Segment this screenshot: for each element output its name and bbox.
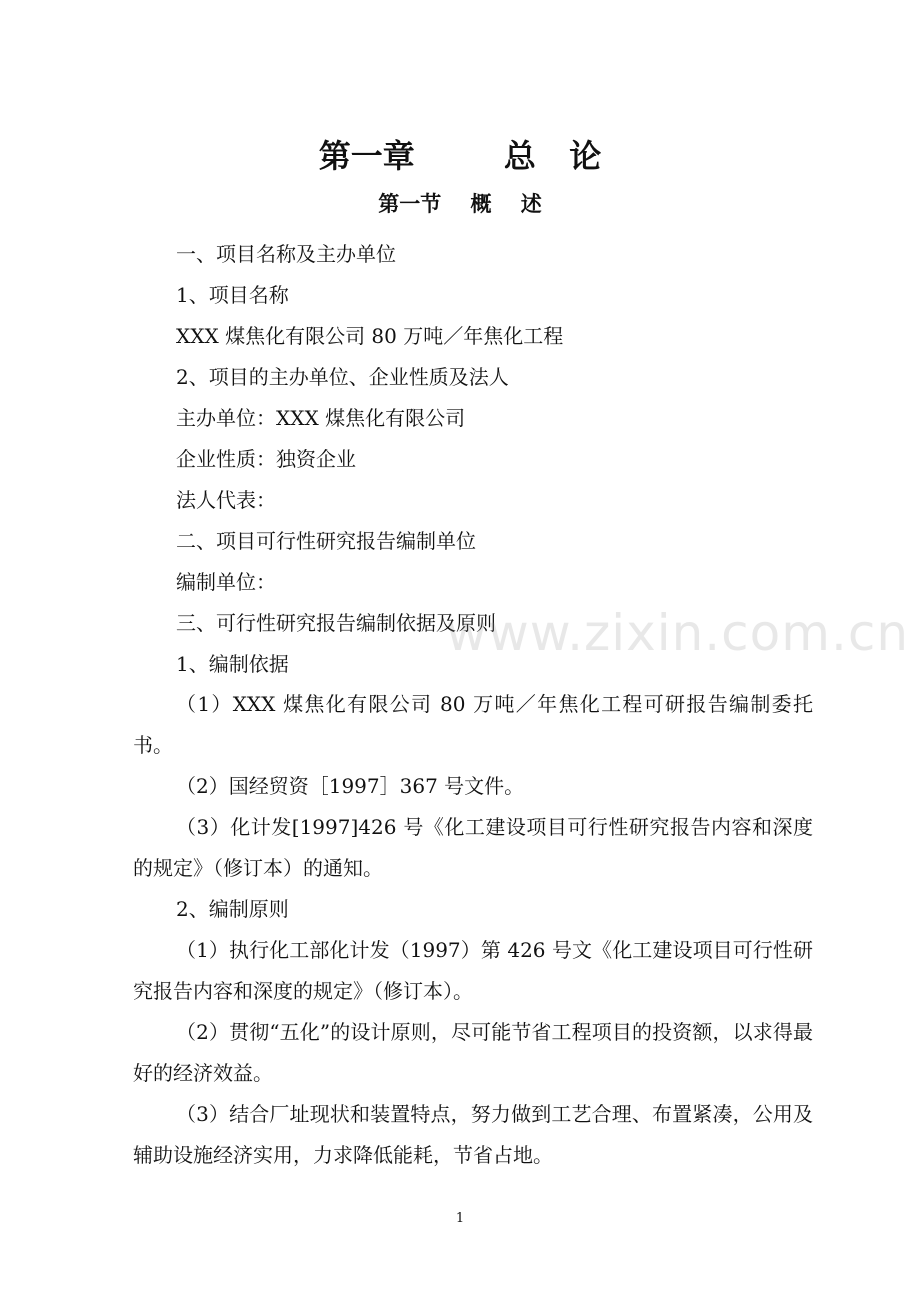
enterprise-nature-text: 企业性质：独资企业 <box>176 447 356 471</box>
principle-item-2: （2）贯彻“五化”的设计原则，尽可能节省工程项目的投资额，以求得最好的经济效益。 <box>133 1020 813 1085</box>
sponsor-unit-text: 主办单位：XXX 煤焦化有限公司 <box>176 406 466 430</box>
basis-item-2: （2）国经贸资［1997］367 号文件。 <box>176 774 525 798</box>
page-number: 1 <box>455 1211 465 1226</box>
subheading-compiling-basis: 1、编制依据 <box>176 652 289 676</box>
subheading-sponsor: 2、项目的主办单位、企业性质及法人 <box>176 365 509 389</box>
subheading-compiling-principles: 2、编制原则 <box>176 897 289 921</box>
subheading-project-name: 1、项目名称 <box>176 283 289 307</box>
basis-item-3: （3）化计发[1997]426 号《化工建设项目可行性研究报告内容和深度的规定》（修订本）的通知。 <box>133 815 813 880</box>
section-title: 第一节 概 述 <box>378 192 542 216</box>
principle-item-1: （1）执行化工部化计发（1997）第 426 号文《化工建设项目可行性研究报告内容和深度的规定》（修订本）。 <box>133 938 813 1003</box>
project-name-text: XXX 煤焦化有限公司 80 万吨／年焦化工程 <box>176 324 564 348</box>
compiling-unit-text: 编制单位： <box>176 570 276 594</box>
principle-item-3: （3）结合厂址现状和装置特点，努力做到工艺合理、布置紧凑，公用及辅助设施经济实用，力求降低能耗，节省占地。 <box>133 1102 813 1167</box>
legal-representative-text: 法人代表： <box>176 488 276 512</box>
watermark: www.zixin.com.cn <box>446 604 910 662</box>
heading-compiling-unit: 二、项目可行性研究报告编制单位 <box>176 529 476 553</box>
heading-basis-and-principles: 三、可行性研究报告编制依据及原则 <box>176 611 496 635</box>
chapter-title: 第一章 总 论 <box>318 137 602 175</box>
heading-project-name-and-sponsor: 一、项目名称及主办单位 <box>176 242 396 266</box>
basis-item-1: （1）XXX 煤焦化有限公司 80 万吨／年焦化工程可研报告编制委托书。 <box>133 692 813 757</box>
